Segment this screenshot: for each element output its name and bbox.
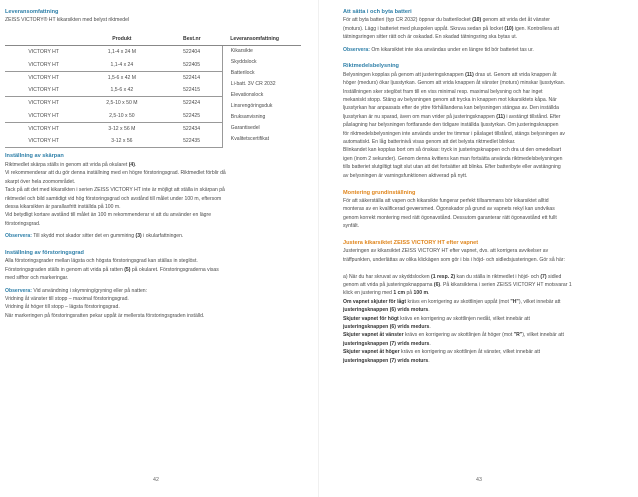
text: a) När du har skruvat av skyddslocken [343, 273, 432, 280]
emphasis: 1 cm [393, 290, 406, 297]
text: krävs en korrigering av skottlinjen uppåt (mot [406, 298, 511, 305]
text: Belysningen kopplas på genom att justeringsknappen [343, 71, 466, 78]
model-cell: VICTORY HT [5, 135, 82, 148]
reticle-line [343, 88, 633, 96]
emphasis: justeringsknappen (6) vrids moturs [343, 307, 429, 314]
emphasis: (6) [433, 281, 441, 288]
note-label: Observera: [343, 46, 370, 53]
text: på [405, 290, 414, 297]
text: krävs en korrigering av skottlinjen åt höger (mot [403, 332, 514, 339]
text: genom att vrida på justeringsknapparna [343, 281, 434, 288]
page-number-left: 42 [153, 477, 159, 483]
emphasis: justeringsknappen (7) vrids medurs [343, 340, 430, 347]
mag-note [5, 287, 301, 295]
delivery-subtitle: ZEISS VICTORY® HT kikarsikten med belyst riktmedel [5, 17, 130, 24]
model-cell: VICTORY HT [5, 84, 82, 97]
reticle-line [343, 146, 633, 154]
product-cell: 2,5-10 x 50 [82, 110, 161, 123]
product-cell: 3-12 x 56 M [108, 126, 136, 133]
text: påslagning har belysningen fortfarande den tidigare inställda ljusstyrkan. Om justeringsknappen [343, 122, 559, 129]
adjust-step-line [343, 315, 633, 323]
table-header-product: Produkt [82, 33, 161, 46]
section-title-magnification: Inställning av förstoringsgrad [5, 249, 84, 256]
mag-list-item: Vridning åt höger till stopp – lägsta förstoringsgrad. [5, 304, 120, 311]
battery-line [343, 25, 633, 33]
adjust-step-line [343, 273, 633, 281]
ref-number: (11) [465, 71, 474, 78]
adjust-step-line [343, 340, 633, 348]
page-number-right: 43 [476, 477, 482, 483]
model-cell: VICTORY HT [5, 110, 82, 123]
ordernr-cell: 522405 [161, 58, 222, 71]
text: . [429, 340, 431, 347]
ref-number: (5) [124, 266, 131, 273]
table-header-ordernr: Best.nr [161, 33, 222, 46]
text: kan du ställa in riktmedlet i höjd- och [455, 273, 541, 280]
text: i okularfattningen. [141, 233, 184, 240]
table-header-extent: Leveransomfattning [222, 33, 301, 46]
extent-item: Batterilock [230, 70, 255, 77]
reticle-line [343, 71, 633, 79]
text: tills batteriet slutgiltigt tagit slut utan att det fortsätter att blinka. Efter batteribyte eller avstängning [343, 164, 561, 171]
product-cell: 1,5-6 x 42 [82, 84, 161, 97]
emphasis: Skjuter vapnet åt vänster [343, 332, 404, 339]
mag-list-item: När markeringen på förstoringsratten pekar uppåt är mellersta förstoringsgraden inställd. [5, 312, 205, 319]
table-header-row [5, 33, 301, 46]
extent-item: Linsrengöringsduk [230, 103, 273, 110]
right-page [343, 8, 633, 365]
reticle-line [343, 172, 633, 180]
text: dras ut. Genom att vrida knappen åt [473, 71, 557, 78]
text: . [428, 307, 430, 314]
section-title-adjust: Justera kikarsiktet ZEISS VICTORY HT efter vapnet [343, 239, 479, 246]
text: på okularet. Förstoringsgraderna visas [130, 266, 219, 273]
emphasis: justeringsknappen (7) vrids moturs [343, 357, 429, 364]
text: höger (medurs) ökar ljusstyrkan. Genom att vrida knappen åt vänster (moturs) minskar ljusstyrkan. [343, 80, 565, 87]
emphasis: Skjuter vapnet för högt [343, 315, 399, 322]
sharpness-line: förstoringsgrad. [5, 220, 41, 227]
mag-line [5, 266, 301, 274]
ordernr-cell: 522404 [183, 49, 201, 56]
ref-number: (4) [128, 161, 135, 168]
ordernr-cell: 522434 [183, 126, 201, 133]
mount-line: genom korrekt montering med rätt ögonavstånd. Dessutom garanterar rätt ögonavstånd ett fullt [343, 214, 557, 221]
reticle-line [343, 130, 633, 138]
ref-number: (10) [504, 25, 514, 32]
text: av belysningen är varningsfunktionen aktiverad på nytt. [343, 172, 468, 179]
extent-item: Li-batt. 3V CR 2032 [230, 81, 276, 88]
text: ljusstyrkan är nu sparad, även om man vrider på justeringsknappen [343, 113, 497, 120]
mount-line: För att säkerställa att vapen och kikarsikte fungerar perfekt tillsammans bör kikarsiktet alltid [343, 197, 549, 204]
extent-item: Kvalitetscertifikat [230, 136, 270, 143]
sharpness-line: Vi rekommenderar att du gör denna inställning med en högre förstoringsgrad. Riktmedlet förblir då [5, 170, 226, 177]
text: Riktmedlet skärpa ställs in genom att vrida på okularet [5, 161, 129, 168]
ref-number: (3) [135, 233, 142, 240]
product-cell: 1,5-6 x 42 M [107, 74, 137, 81]
adjust-step-line [343, 306, 633, 314]
mag-list-item: Vridning åt vänster till stopp – maximal förstoringsgrad. [5, 295, 129, 302]
text: (moturs). Lägg i batteriet med pluspolen uppåt. Skruva sedan på locket [343, 25, 505, 32]
text: Inställningen sker steglöst fram till en viss minimal resp. maximal belysning och har inget [343, 88, 543, 95]
text: tätningsringen sitter rätt och är oskadad. En skadad tätningsring ska bytas ut. [343, 34, 518, 41]
adjust-line: träffpunkten, underlättas av olika klickägen som gör i bis i höjd- och sidledsjusteringen. Gör så här: [343, 256, 565, 263]
sharpness-line: Tack på att det med kikarsikten i serien ZEISS VICTORY HT inte är möjligt att ställa in skärpan på [5, 187, 225, 194]
extent-cell [222, 46, 301, 148]
emphasis: Om vapnet skjuter för lågt [343, 298, 407, 305]
reticle-line [343, 155, 633, 163]
sharpness-note [5, 232, 301, 240]
table-row [5, 46, 301, 59]
product-cell: 1,1-4 x 24 M [107, 49, 137, 56]
sharpness-line: Vid betydligt kortare avstånd till målet än 100 m rekommenderar vi att du använder en lägre [5, 212, 212, 219]
extent-item: Elevationslock [230, 92, 264, 99]
extent-item: Garantisedel [230, 125, 260, 132]
section-title-reticle: Riktmedelsbelysning [343, 63, 399, 70]
text: krävs en korrigering av skottlinjen nedåt, vilket innebär att [398, 315, 530, 322]
text: För att byta batteri (typ CR 2032) öppnar du batterilocket [343, 17, 473, 24]
text: . [428, 357, 430, 364]
text: mekaniskt stopp. Stäng av belysningen genom att trycka in knappen mot kikarsiktets kåpa. När [343, 97, 557, 104]
ref-number: (11) [496, 113, 505, 120]
delivery-table [5, 33, 301, 149]
text: krävs en korrigering av skottlinjen åt vänster, vilket innebär att [399, 349, 541, 356]
emphasis: 100 m [413, 290, 428, 297]
emphasis: Skjuter vapnet åt höger [343, 349, 400, 356]
mag-line: med siffror och markeringar. [5, 275, 69, 282]
reticle-line [343, 79, 633, 87]
adjust-line: Justeringen av kikarsiktet ZEISS VICTORY HT efter vapnet, dvs. att korrigera avvikelser av [343, 248, 549, 255]
text: klick en justering med [343, 290, 394, 297]
extent-item: Skyddslock [230, 59, 257, 66]
reticle-line [343, 163, 633, 171]
mag-line: Alla förstoringsgrader mellan lägsta och högsta förstoringsgrad kan ställas in steglöst. [5, 258, 198, 265]
ref-number: (10) [472, 17, 482, 24]
battery-line [343, 33, 633, 41]
adjust-step-line [343, 357, 633, 365]
ordernr-cell: 522425 [161, 110, 222, 123]
section-title-battery: Att sätta i och byta batteri [343, 9, 412, 15]
text: sidled [546, 273, 562, 280]
page-spine [318, 0, 319, 497]
text: ), vilket innebär att [522, 332, 564, 339]
emphasis: justeringsknappen (6) vrids medurs [343, 323, 430, 330]
text: . [134, 161, 137, 168]
ordernr-cell: 522415 [161, 84, 222, 97]
adjust-step-line [343, 331, 633, 339]
section-title-mounting: Montering grundinställning [343, 189, 416, 196]
battery-line [343, 16, 633, 24]
text: Vid användning i skymning/gryning eller på natten: [31, 287, 148, 294]
reticle-line [343, 121, 633, 129]
text: Till skydd mot skador sitter det en gummiring [31, 233, 136, 240]
sharpness-line: skarpt över hela zoomområdet. [5, 178, 76, 185]
text: Om kikarsiktet inte ska användas under en längre tid bör batteriet tas ur. [369, 46, 534, 53]
text: genom att vrida det åt vänster [481, 17, 550, 24]
note-label: Observera: [5, 287, 32, 294]
text: i avstängt tillstånd. Efter [504, 113, 561, 120]
reticle-line [343, 96, 633, 104]
text: automatiskt. En låg batterinivå visas genom att det belysta riktmedlet blinkar. [343, 139, 516, 146]
text: . [429, 323, 431, 330]
text: Förstoringsgraden ställs in genom att vrida på ratten [5, 266, 125, 273]
ordernr-cell: 522414 [183, 74, 201, 81]
text: igen (inom 2 sekunder). Genom denna kvittens kan man fortsätta använda riktmedelsbelysningen [343, 155, 563, 162]
emphasis: "R" [513, 332, 523, 339]
model-cell: VICTORY HT [28, 126, 59, 133]
table-header-empty [5, 33, 82, 46]
extent-item: Kikarsikte [230, 48, 253, 55]
text: igen. Kontrollera att [513, 25, 560, 32]
mount-line: monteras av en kvalificerad geværsmed. Ögonskador på grund av vapnets rekyl kan undvikas [343, 206, 555, 213]
note-label: Observera: [5, 233, 32, 240]
extent-item: Bruksanvisning [230, 114, 266, 121]
model-cell: VICTORY HT [28, 100, 59, 107]
text: Blinkandet kan kopplas bort om så önskas: tryck in justeringsknappen och dra ut den omedelbart [343, 147, 562, 154]
product-cell: 3-12 x 56 [82, 135, 161, 148]
product-cell: 1,1-4 x 24 [82, 58, 161, 71]
text: för riktmedelsbelysningen inte används under tre timmar i påslaget tillstånd, stängs belysningen av [343, 130, 565, 137]
reticle-line [343, 138, 633, 146]
emphasis: "H" [510, 298, 519, 305]
emphasis: (7) [540, 273, 547, 280]
model-cell: VICTORY HT [28, 74, 59, 81]
ordernr-cell: 522424 [183, 100, 201, 107]
emphasis: (1 resp. 2) [431, 273, 456, 280]
reticle-line [343, 113, 633, 121]
battery-note [343, 46, 633, 54]
adjust-step-line [343, 323, 633, 331]
section-title-delivery: Leveransomfattning [5, 9, 59, 15]
model-cell: VICTORY HT [5, 58, 82, 71]
left-page [5, 8, 301, 320]
text: . På kikarsiktena i serien ZEISS VICTORY HT motsvarar 1 [440, 281, 572, 288]
adjust-step-line [343, 281, 633, 289]
sharpness-line: dessa kikarsikten är parallaxfritt inställda på 100 m. [5, 203, 121, 210]
sharpness-line: riktmedel och bild samtidigt vid hög förstoringsgrad och avstånd till målet under 100 m, eftersom [5, 195, 222, 202]
adjust-step-line [343, 348, 633, 356]
section-title-sharpness: Inställning av skärpan [5, 153, 64, 160]
adjust-step-line [343, 298, 633, 306]
adjust-step-line [343, 289, 633, 297]
model-cell: VICTORY HT [28, 49, 59, 56]
sharpness-intro [5, 161, 301, 169]
ordernr-cell: 522435 [161, 135, 222, 148]
product-cell: 2,5-10 x 50 M [106, 100, 138, 107]
text: . [427, 290, 430, 297]
mount-line: synfält. [343, 223, 360, 230]
reticle-line [343, 104, 633, 112]
text: ), vilket innebär att [518, 298, 561, 305]
text: ljusstyrkan har anpassats efter de yttre förhållandena kan belysningen stängas av. Den inställda [343, 105, 559, 112]
